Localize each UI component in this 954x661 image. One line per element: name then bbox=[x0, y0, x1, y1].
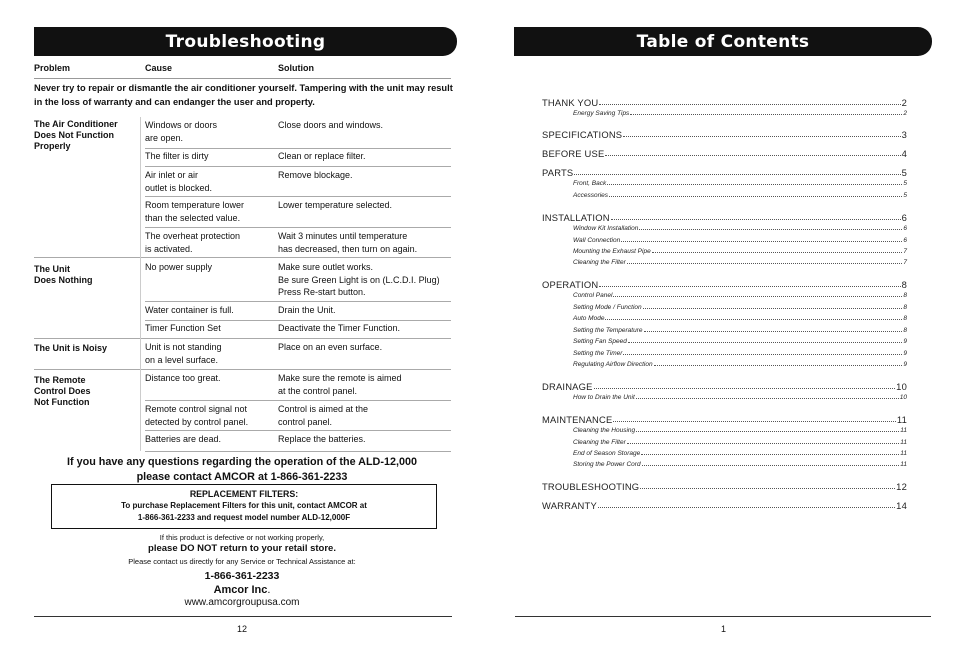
toc-leader-dots bbox=[654, 365, 903, 366]
toc-subentry[interactable] bbox=[573, 437, 907, 446]
cause-cell: Air inlet or air outlet is blocked. bbox=[145, 170, 213, 193]
toc-page-number: 11 bbox=[900, 461, 907, 468]
toc-title: Table of Contents bbox=[514, 27, 932, 56]
contact-note: Please contact us directly for any Service or Technical Assistance at: bbox=[128, 557, 356, 566]
solution-cell: Remove blockage. bbox=[278, 170, 353, 180]
toc-label: DRAINAGE bbox=[542, 381, 593, 392]
toc-leader-dots bbox=[621, 241, 902, 242]
toc-label: Setting Mode / Function bbox=[573, 304, 642, 311]
toc-label: Control Panel bbox=[573, 292, 613, 299]
toc-entry[interactable] bbox=[542, 499, 907, 511]
toc-subentry[interactable] bbox=[573, 246, 907, 255]
toc-subentry[interactable] bbox=[573, 459, 907, 468]
toc-subentry[interactable] bbox=[573, 325, 907, 334]
toc-leader-dots bbox=[623, 136, 900, 137]
toc-label: Cleaning the Filter bbox=[573, 439, 626, 446]
toc-entry[interactable] bbox=[542, 96, 907, 108]
toc-leader-dots bbox=[639, 229, 902, 230]
header-cause: Cause bbox=[145, 63, 173, 73]
cause-cell: Distance too great. bbox=[145, 373, 221, 383]
toc-entry[interactable] bbox=[542, 166, 907, 178]
toc-label: Mounting the Exhaust Pipe bbox=[573, 248, 651, 255]
toc-subentry[interactable] bbox=[573, 235, 907, 244]
cause-cell: Remote control signal not detected by control panel. bbox=[145, 404, 249, 427]
toc-leader-dots bbox=[574, 174, 900, 175]
toc-page-number: 6 bbox=[903, 225, 907, 232]
toc-leader-dots bbox=[628, 342, 903, 343]
toc-page-number: 8 bbox=[901, 279, 907, 290]
toc-leader-dots bbox=[636, 398, 899, 399]
row-divider bbox=[145, 196, 451, 197]
toc-label: Wall Connection bbox=[573, 237, 621, 244]
toc-leader-dots bbox=[605, 319, 902, 320]
toc-leader-dots bbox=[599, 104, 900, 105]
toc-label: Window Kit Installation bbox=[573, 225, 639, 232]
toc-leader-dots bbox=[636, 431, 899, 432]
toc-subentry[interactable] bbox=[573, 290, 907, 299]
toc-label: PARTS bbox=[542, 167, 574, 178]
toc-page-number: 2 bbox=[901, 97, 907, 108]
do-not-return-note: please DO NOT return to your retail store. bbox=[148, 543, 336, 554]
solution-cell: Place on an even surface. bbox=[278, 342, 383, 352]
row-divider bbox=[145, 227, 451, 228]
troubleshooting-title: Troubleshooting bbox=[34, 27, 457, 56]
phone-number: 1-866-361-2233 bbox=[204, 570, 280, 582]
toc-page-number: 5 bbox=[901, 167, 907, 178]
toc-leader-dots bbox=[607, 184, 902, 185]
toc-subentry[interactable] bbox=[573, 302, 907, 311]
toc-label: BEFORE USE bbox=[542, 148, 605, 159]
cause-cell: Timer Function Set bbox=[145, 323, 221, 333]
row-divider bbox=[145, 148, 451, 149]
warning-text: Never try to repair or dismantle the air conditioner yourself. Tampering with the unit may result in the loss of warranty and can endanger the user and property. bbox=[34, 83, 453, 107]
row-divider bbox=[145, 166, 451, 167]
solution-cell: Make sure outlet works. Be sure Green Light is on (L.C.D.I. Plug) Press Re-start button. bbox=[278, 262, 440, 297]
toc-label: WARRANTY bbox=[542, 500, 597, 511]
toc-entry[interactable] bbox=[542, 413, 907, 425]
page-number-right: 1 bbox=[721, 624, 727, 634]
toc-label: Accessories bbox=[573, 192, 609, 199]
toc-leader-dots bbox=[644, 331, 903, 332]
toc-entry[interactable] bbox=[542, 211, 907, 223]
toc-leader-dots bbox=[599, 286, 900, 287]
toc-page-number: 3 bbox=[901, 129, 907, 140]
toc-label: MAINTENANCE bbox=[542, 414, 613, 425]
toc-leader-dots bbox=[605, 155, 900, 156]
company-name-period: . bbox=[267, 584, 271, 596]
toc-label: End of Season Storage bbox=[573, 450, 641, 457]
solution-cell: Control is aimed at the control panel. bbox=[278, 404, 369, 427]
toc-page-number: 10 bbox=[899, 394, 907, 401]
toc-label: OPERATION bbox=[542, 279, 599, 290]
company-name bbox=[30, 584, 454, 596]
toc-page-number: 11 bbox=[900, 439, 907, 446]
header-problem: Problem bbox=[34, 63, 71, 73]
toc-page-number: 5 bbox=[903, 180, 907, 187]
toc-leader-dots bbox=[630, 114, 902, 115]
company-name-text: Amcor Inc bbox=[213, 584, 268, 596]
row-divider bbox=[34, 257, 451, 258]
toc-label: Auto Mode bbox=[573, 315, 605, 322]
toc-leader-dots bbox=[627, 263, 903, 264]
cause-cell: Room temperature lower than the selected value. bbox=[145, 200, 245, 223]
filters-line-2: 1-866-361-2233 and request model number ALD-12,000F bbox=[137, 513, 351, 522]
problem-cell: The Unit Does Nothing bbox=[34, 264, 93, 285]
toc-page-number: 6 bbox=[903, 237, 907, 244]
toc-subentry[interactable] bbox=[573, 190, 907, 199]
toc-page-number: 11 bbox=[900, 427, 907, 434]
toc-subentry[interactable] bbox=[573, 392, 907, 401]
table-header bbox=[34, 62, 451, 79]
header-solution: Solution bbox=[278, 63, 314, 73]
footer-rule-left bbox=[34, 616, 452, 617]
solution-cell: Clean or replace filter. bbox=[278, 151, 366, 161]
toc-page-number: 12 bbox=[896, 481, 907, 492]
toc-subentry[interactable] bbox=[573, 108, 907, 117]
toc-subentry[interactable] bbox=[573, 448, 907, 457]
cause-cell: The filter is dirty bbox=[145, 151, 209, 161]
toc-leader-dots bbox=[652, 252, 903, 253]
toc-leader-dots bbox=[609, 196, 902, 197]
toc-leader-dots bbox=[611, 219, 901, 220]
questions-line-2: please contact AMCOR at 1-866-361-2233 bbox=[136, 470, 348, 483]
column-divider bbox=[140, 117, 141, 451]
toc-leader-dots bbox=[641, 454, 899, 455]
toc-label: Setting Fan Speed bbox=[573, 338, 627, 345]
page-number-left: 12 bbox=[237, 624, 248, 634]
toc-page-number: 9 bbox=[903, 338, 907, 345]
toc-page-number: 8 bbox=[903, 327, 907, 334]
toc-page-number: 7 bbox=[903, 248, 907, 255]
toc-leader-dots bbox=[627, 443, 900, 444]
row-divider bbox=[145, 400, 451, 401]
toc-page-number: 2 bbox=[903, 110, 907, 117]
toc-subentry[interactable] bbox=[573, 313, 907, 322]
cause-cell: Batteries are dead. bbox=[145, 434, 222, 444]
toc-page-number: 5 bbox=[903, 192, 907, 199]
row-divider bbox=[145, 320, 451, 321]
row-divider bbox=[145, 301, 451, 302]
toc-entry[interactable] bbox=[542, 147, 907, 159]
toc-subentry[interactable] bbox=[573, 425, 907, 434]
toc-page-number: 10 bbox=[896, 381, 907, 392]
toc-page-number: 4 bbox=[901, 148, 907, 159]
row-divider bbox=[145, 451, 451, 452]
toc-label: INSTALLATION bbox=[542, 212, 610, 223]
toc-leader-dots bbox=[613, 296, 902, 297]
toc-leader-dots bbox=[640, 488, 895, 489]
website-link[interactable]: www.amcorgroupusa.com bbox=[184, 597, 300, 608]
toc-page-number: 8 bbox=[903, 315, 907, 322]
toc-leader-dots bbox=[613, 421, 895, 422]
solution-cell: Replace the batteries. bbox=[278, 434, 366, 444]
toc-page-number: 8 bbox=[903, 292, 907, 299]
toc-entry[interactable] bbox=[542, 480, 907, 492]
row-divider bbox=[34, 338, 451, 339]
solution-cell: Close doors and windows. bbox=[278, 120, 384, 130]
toc-subentry[interactable] bbox=[573, 257, 907, 266]
toc-label: SPECIFICATIONS bbox=[542, 129, 623, 140]
questions-line-1: If you have any questions regarding the operation of the ALD-12,000 bbox=[67, 456, 417, 468]
questions-notice bbox=[30, 455, 454, 484]
toc-page-number: 9 bbox=[903, 361, 907, 368]
toc-page-number: 7 bbox=[903, 259, 907, 266]
solution-cell: Wait 3 minutes until temperature has decreased, then turn on again. bbox=[278, 231, 418, 254]
toc-leader-dots bbox=[643, 308, 903, 309]
solution-cell: Drain the Unit. bbox=[278, 305, 336, 315]
cause-cell: Windows or doors are open. bbox=[145, 120, 218, 143]
toc-subentry[interactable] bbox=[573, 178, 907, 187]
toc-label: How to Drain the Unit bbox=[573, 394, 635, 401]
defective-note: If this product is defective or not working properly, bbox=[159, 533, 325, 542]
toc-label: Regulating Airflow Direction bbox=[573, 361, 653, 368]
toc-page-number: 11 bbox=[900, 450, 907, 457]
toc-label: Setting the Timer bbox=[573, 350, 623, 357]
problem-cell: The Unit is Noisy bbox=[34, 343, 108, 353]
toc-leader-dots bbox=[642, 465, 900, 466]
toc-page-number: 9 bbox=[903, 350, 907, 357]
toc-entry[interactable] bbox=[542, 380, 907, 392]
toc-label: Cleaning the Housing bbox=[573, 427, 636, 434]
filters-title: REPLACEMENT FILTERS: bbox=[189, 489, 299, 499]
toc-entry[interactable] bbox=[542, 278, 907, 290]
toc-label: Front, Back bbox=[573, 180, 607, 187]
solution-cell: Deactivate the Timer Function. bbox=[278, 323, 401, 333]
filters-line-1: To purchase Replacement Filters for this unit, contact AMCOR at bbox=[121, 501, 367, 510]
cause-cell: Water container is full. bbox=[145, 305, 234, 315]
replacement-filters-box bbox=[51, 484, 437, 529]
toc-label: Storing the Power Cord bbox=[573, 461, 641, 468]
toc-label: Cleaning the Filter bbox=[573, 259, 626, 266]
solution-cell: Lower temperature selected. bbox=[278, 200, 393, 210]
problem-cell: The Remote Control Does Not Function bbox=[34, 375, 91, 407]
toc-subentry[interactable] bbox=[573, 223, 907, 232]
toc-label: Setting the Temperature bbox=[573, 327, 643, 334]
toc-subentry[interactable] bbox=[573, 348, 907, 357]
toc-label: THANK YOU bbox=[542, 97, 599, 108]
toc-leader-dots bbox=[623, 354, 902, 355]
toc-leader-dots bbox=[594, 388, 896, 389]
toc-entry[interactable] bbox=[542, 128, 907, 140]
cause-cell: Unit is not standing on a level surface. bbox=[145, 342, 222, 365]
solution-cell: Make sure the remote is aimed at the control panel. bbox=[278, 373, 402, 396]
toc-subentry[interactable] bbox=[573, 336, 907, 345]
toc-page-number: 8 bbox=[903, 304, 907, 311]
row-divider bbox=[145, 430, 451, 431]
cause-cell: No power supply bbox=[145, 262, 213, 272]
toc-page-number: 11 bbox=[896, 414, 907, 425]
toc-leader-dots bbox=[598, 507, 895, 508]
toc-subentry[interactable] bbox=[573, 359, 907, 368]
row-divider bbox=[34, 369, 451, 370]
toc-page-number: 14 bbox=[896, 500, 907, 511]
toc-label: TROUBLESHOOTING bbox=[542, 481, 640, 492]
cause-cell: The overheat protection is activated. bbox=[145, 231, 241, 254]
footer-rule-right bbox=[515, 616, 931, 617]
problem-cell: The Air Conditioner Does Not Function Properly bbox=[34, 119, 118, 151]
toc-page-number: 6 bbox=[901, 212, 907, 223]
toc-label: Energy Saving Tips bbox=[573, 110, 630, 117]
